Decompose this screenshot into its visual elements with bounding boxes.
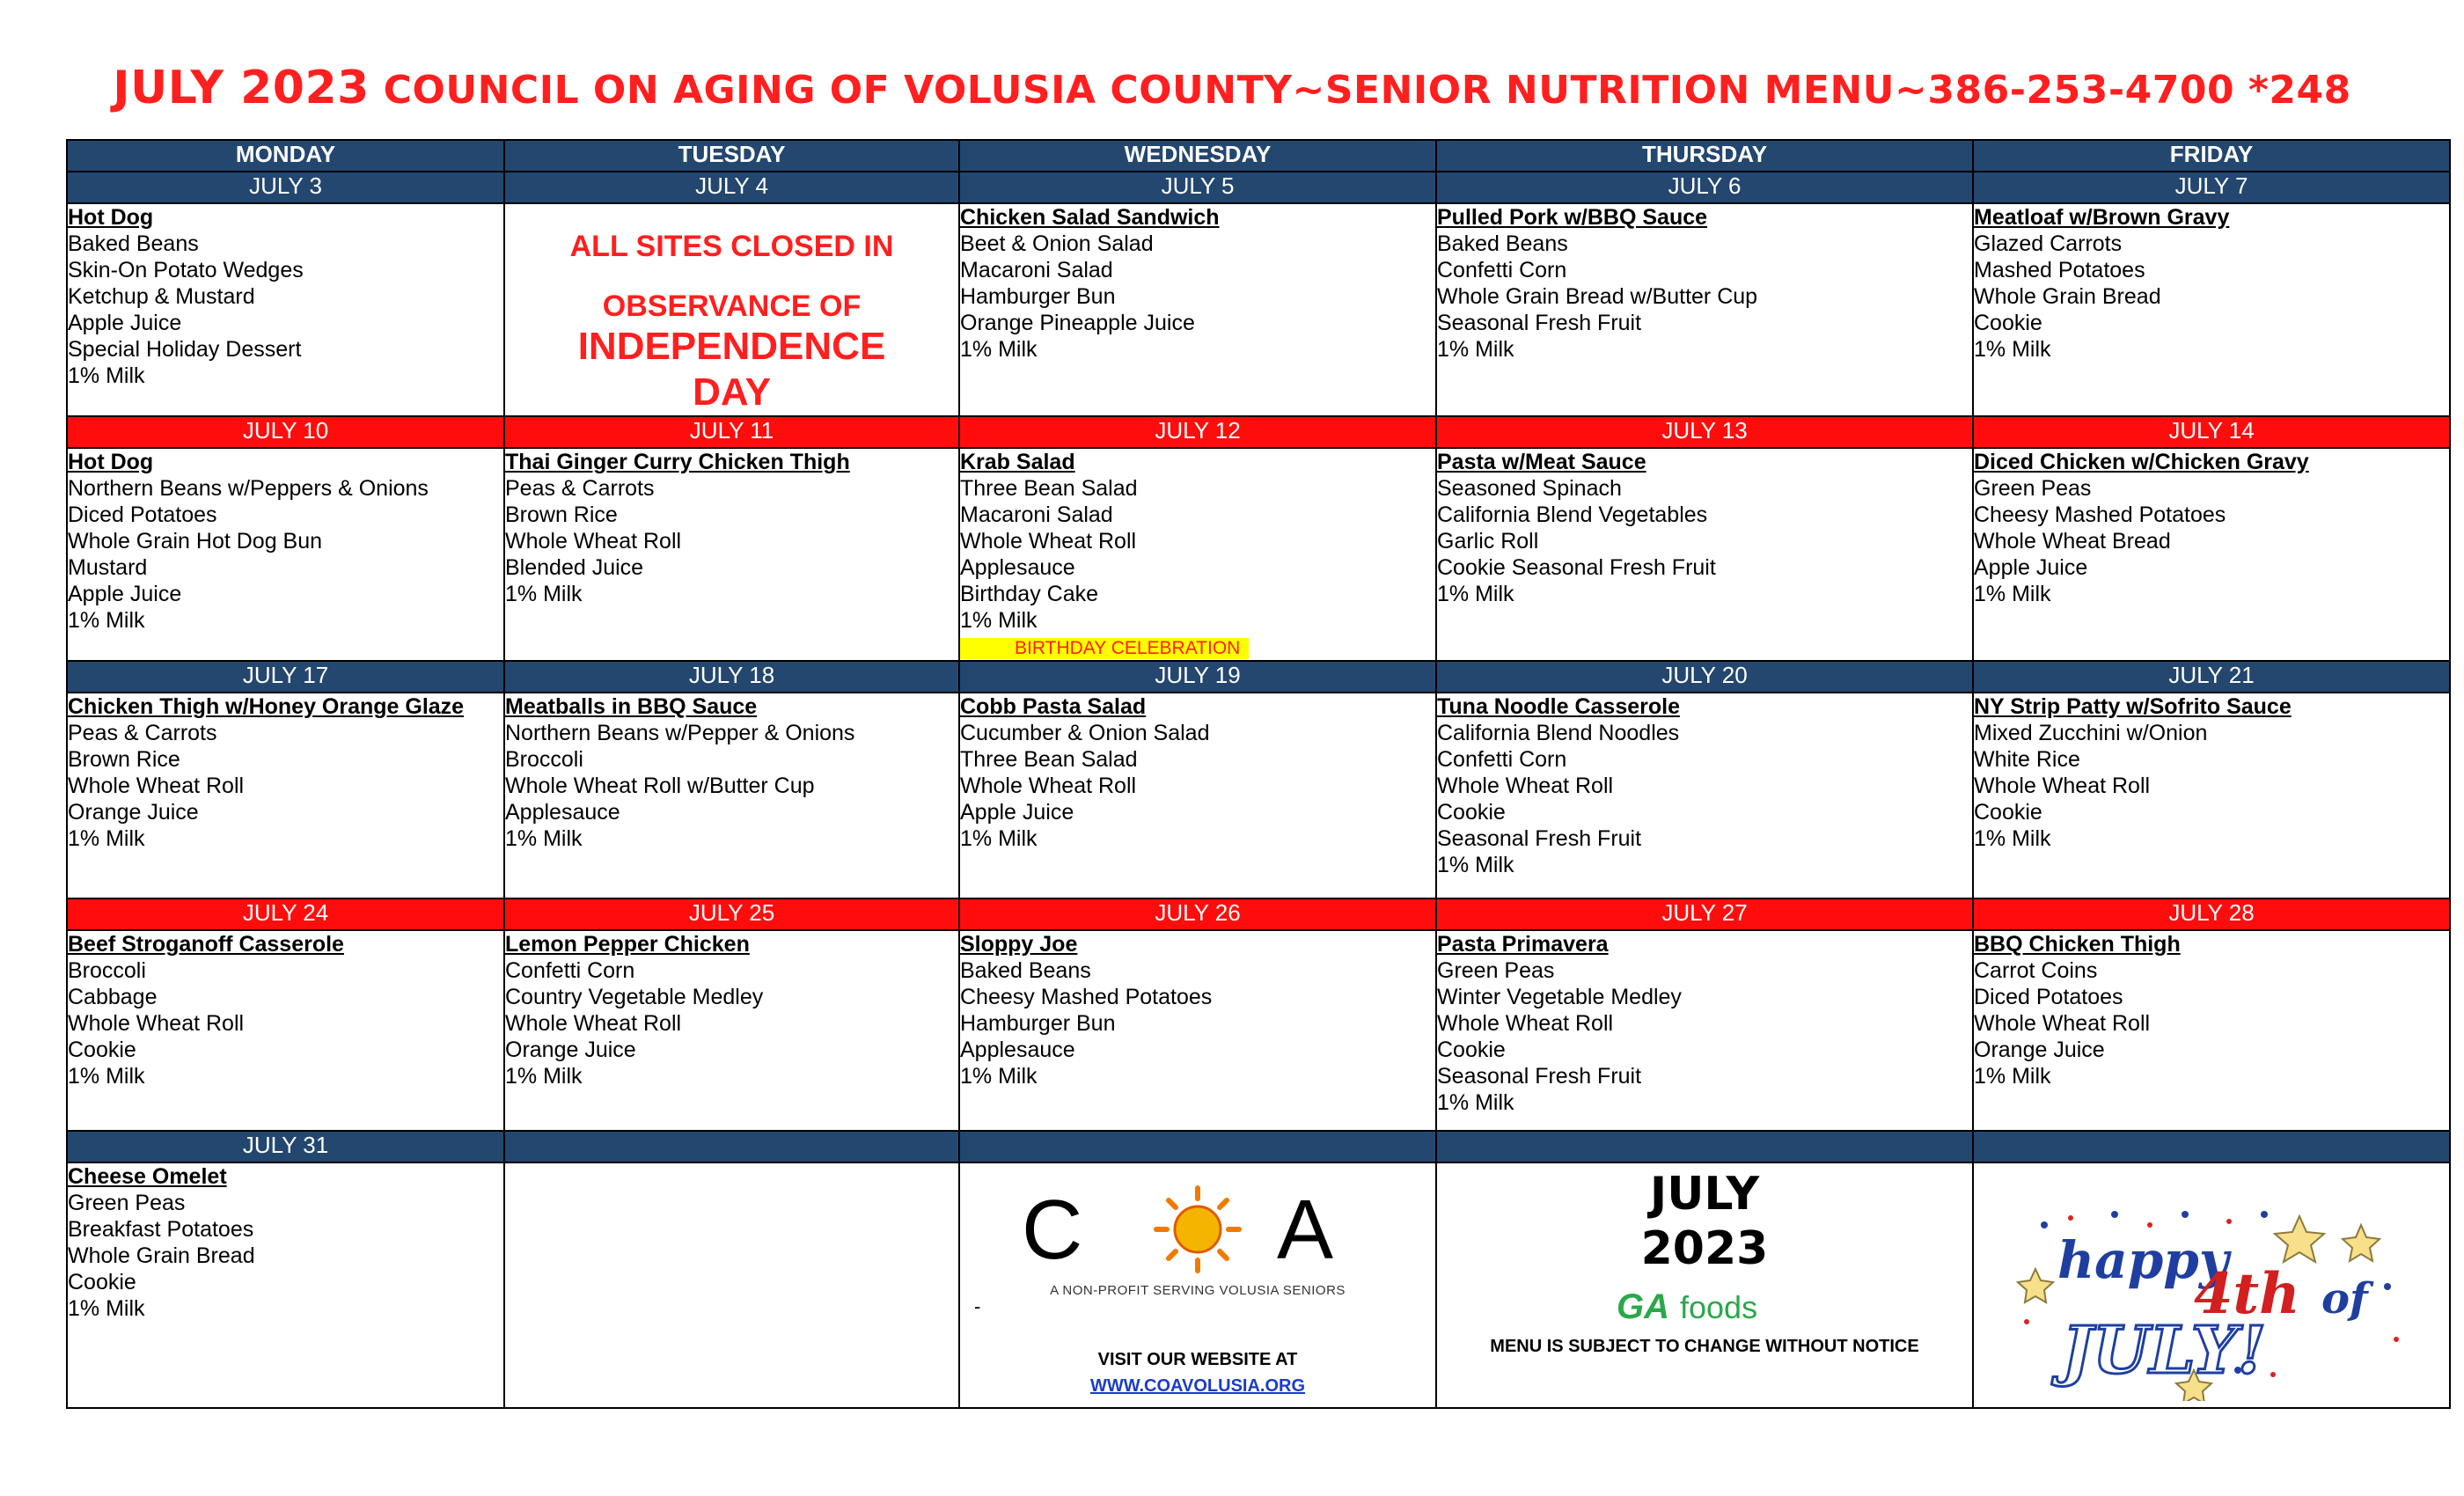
entree-name: Diced Chicken w/Chicken Gravy xyxy=(1974,450,2309,474)
menu-cell-tuesday xyxy=(504,203,959,416)
side-item: Baked Beans xyxy=(68,231,199,256)
menu-cell-tuesday xyxy=(504,930,959,1131)
side-item: Seasonal Fresh Fruit xyxy=(1437,311,1642,335)
day-header-wednesday: WEDNESDAY xyxy=(959,140,1436,172)
side-item: Whole Wheat Roll w/Butter Cup xyxy=(505,774,815,798)
side-item: California Blend Vegetables xyxy=(1437,502,1708,527)
side-item: Cookie xyxy=(1437,1038,1506,1062)
side-item: Whole Wheat Roll xyxy=(68,774,245,798)
side-item: Baked Beans xyxy=(1437,231,1568,256)
side-item: 1% Milk xyxy=(505,1064,583,1089)
date-cell-wednesday: JULY 5 xyxy=(959,172,1436,203)
side-item: Macaroni Salad xyxy=(960,502,1113,527)
day-header-monday: MONDAY xyxy=(67,140,504,172)
side-item: Diced Potatoes xyxy=(68,502,217,527)
menu-cell-tuesday xyxy=(504,1162,959,1408)
entree-name: Chicken Salad Sandwich xyxy=(960,205,1220,230)
side-item: Whole Grain Bread xyxy=(68,1243,255,1268)
sun-icon xyxy=(1156,1188,1239,1271)
menu-cell-thursday xyxy=(1436,930,1973,1131)
side-item: Special Holiday Dessert xyxy=(68,337,302,362)
side-item: Brown Rice xyxy=(68,747,180,772)
side-item: Skin-On Potato Wedges xyxy=(68,258,304,282)
side-item: Orange Pineapple Juice xyxy=(960,311,1195,335)
july4-art-cell xyxy=(1973,1162,2450,1408)
date-cell-tuesday: JULY 25 xyxy=(504,898,959,930)
date-row xyxy=(67,898,2450,930)
date-cell-monday: JULY 3 xyxy=(67,172,504,203)
side-item: Brown Rice xyxy=(505,502,618,527)
month-label: JULY xyxy=(1649,1168,1760,1221)
stray-dash: - xyxy=(974,1295,981,1317)
side-item: Seasonal Fresh Fruit xyxy=(1437,826,1642,851)
date-cell-wednesday: JULY 12 xyxy=(959,416,1436,448)
entree-name: BBQ Chicken Thigh xyxy=(1974,932,2181,957)
side-item: Hamburger Bun xyxy=(960,1011,1116,1036)
side-item: Apple Juice xyxy=(68,311,182,335)
birthday-celebration-badge: BIRTHDAY CELEBRATION xyxy=(960,638,1249,659)
visit-website-label: VISIT OUR WEBSITE AT xyxy=(1097,1350,1298,1369)
side-item: Macaroni Salad xyxy=(960,258,1113,282)
side-item: Whole Wheat Roll xyxy=(505,1011,682,1036)
coa-logo xyxy=(1013,1181,1382,1278)
menu-cell-monday xyxy=(67,693,504,898)
happy-4th-of-july-art xyxy=(1974,1163,2449,1401)
side-item: Apple Juice xyxy=(1974,555,2088,580)
side-item: Cookie xyxy=(68,1270,136,1294)
entree-name: Hot Dog xyxy=(68,450,154,474)
page-title xyxy=(0,62,2464,114)
side-item: Whole Wheat Roll xyxy=(505,529,682,554)
date-cell-thursday: JULY 27 xyxy=(1436,898,1973,930)
side-item: Garlic Roll xyxy=(1437,529,1539,554)
side-item: Cookie xyxy=(1974,311,2042,335)
date-cell-wednesday: JULY 26 xyxy=(959,898,1436,930)
side-item: Three Bean Salad xyxy=(960,476,1138,501)
coa-logo-a: A xyxy=(1277,1183,1334,1277)
side-item: Green Peas xyxy=(1437,958,1555,983)
date-row xyxy=(67,661,2450,693)
menu-calendar xyxy=(66,139,2451,1409)
date-cell-friday: JULY 14 xyxy=(1973,416,2450,448)
entree-name: Pasta Primavera xyxy=(1437,932,1609,957)
date-cell-tuesday: JULY 11 xyxy=(504,416,959,448)
side-item: 1% Milk xyxy=(68,826,145,851)
entree-name: Thai Ginger Curry Chicken Thigh xyxy=(505,450,850,474)
side-item: Beet & Onion Salad xyxy=(960,231,1154,256)
side-item: Broccoli xyxy=(68,958,146,983)
day-header-thursday: THURSDAY xyxy=(1436,140,1973,172)
date-cell-thursday: JULY 13 xyxy=(1436,416,1973,448)
date-cell-monday: JULY 24 xyxy=(67,898,504,930)
menu-cell-thursday xyxy=(1436,693,1973,898)
date-cell-thursday xyxy=(1436,1131,1973,1162)
side-item: 1% Milk xyxy=(1437,1090,1514,1115)
menu-cell-friday xyxy=(1973,930,2450,1131)
entree-name: Pasta w/Meat Sauce xyxy=(1437,450,1646,474)
date-row xyxy=(67,172,2450,203)
date-cell-monday: JULY 31 xyxy=(67,1131,504,1162)
side-item: 1% Milk xyxy=(1974,337,2051,362)
side-item: Country Vegetable Medley xyxy=(505,985,764,1009)
date-cell-tuesday xyxy=(504,1131,959,1162)
title-month: JULY 2023 xyxy=(113,62,370,114)
side-item: Applesauce xyxy=(505,800,620,825)
menu-row xyxy=(67,1162,2450,1408)
date-cell-wednesday: JULY 19 xyxy=(959,661,1436,693)
entree-name: Meatloaf w/Brown Gravy xyxy=(1974,205,2230,230)
side-item: California Blend Noodles xyxy=(1437,721,1680,745)
side-item: 1% Milk xyxy=(68,1296,145,1321)
side-item: Whole Grain Hot Dog Bun xyxy=(68,529,323,554)
side-item: Green Peas xyxy=(1974,476,2092,501)
date-cell-tuesday: JULY 18 xyxy=(504,661,959,693)
side-item: Hamburger Bun xyxy=(960,284,1116,309)
day-header-friday: FRIDAY xyxy=(1973,140,2450,172)
side-item: Whole Wheat Bread xyxy=(1974,529,2171,554)
side-item: Orange Juice xyxy=(505,1038,636,1062)
entree-name: Cobb Pasta Salad xyxy=(960,694,1147,719)
side-item: Breakfast Potatoes xyxy=(68,1217,254,1242)
side-item: Whole Wheat Roll xyxy=(960,529,1137,554)
side-item: Peas & Carrots xyxy=(505,476,655,501)
side-item: Whole Wheat Roll xyxy=(68,1011,245,1036)
closure-notice xyxy=(505,229,958,415)
side-item: Applesauce xyxy=(960,1038,1075,1062)
side-item: 1% Milk xyxy=(1974,826,2051,851)
side-item: Seasoned Spinach xyxy=(1437,476,1622,501)
side-item: Whole Wheat Roll xyxy=(1437,1011,1614,1036)
holiday-name: INDEPENDENCE xyxy=(577,325,886,368)
entree-name: Krab Salad xyxy=(960,450,1075,474)
holiday-name: DAY xyxy=(693,370,771,414)
menu-cell-monday xyxy=(67,930,504,1131)
side-item: Whole Wheat Roll xyxy=(960,774,1137,798)
menu-cell-thursday xyxy=(1436,203,1973,416)
side-item: 1% Milk xyxy=(960,826,1038,851)
entree-name: Pulled Pork w/BBQ Sauce xyxy=(1437,205,1708,230)
menu-change-notice: MENU IS SUBJECT TO CHANGE WITHOUT NOTICE xyxy=(1490,1337,1919,1356)
side-item: Green Peas xyxy=(68,1191,186,1215)
menu-cell-tuesday xyxy=(504,448,959,661)
menu-cell-wednesday xyxy=(959,930,1436,1131)
side-item: 1% Milk xyxy=(1437,337,1514,362)
side-item: Cookie xyxy=(1974,800,2042,825)
side-item: Northern Beans w/Peppers & Onions xyxy=(68,476,429,501)
ga-foods-logo xyxy=(1617,1285,1793,1325)
side-item: Baked Beans xyxy=(960,958,1091,983)
side-item: Seasonal Fresh Fruit xyxy=(1437,1064,1642,1089)
closure-line: OBSERVANCE OF xyxy=(602,290,862,323)
side-item: Applesauce xyxy=(960,555,1075,580)
side-item: Ketchup & Mustard xyxy=(68,284,255,309)
date-cell-friday: JULY 28 xyxy=(1973,898,2450,930)
side-item: Northern Beans w/Pepper & Onions xyxy=(505,721,855,745)
coa-info-cell xyxy=(959,1162,1436,1408)
date-cell-friday xyxy=(1973,1131,2450,1162)
menu-row xyxy=(67,448,2450,661)
side-item: Glazed Carrots xyxy=(1974,231,2123,256)
entree-name: Beef Stroganoff Casserole xyxy=(68,932,344,957)
menu-cell-friday xyxy=(1973,203,2450,416)
side-item: Cheesy Mashed Potatoes xyxy=(960,985,1213,1009)
side-item: Diced Potatoes xyxy=(1974,985,2123,1009)
date-cell-monday: JULY 10 xyxy=(67,416,504,448)
entree-name: Tuna Noodle Casserole xyxy=(1437,694,1680,719)
menu-cell-wednesday xyxy=(959,448,1436,661)
closure-line: ALL SITES CLOSED IN xyxy=(569,230,894,263)
side-item: Apple Juice xyxy=(68,582,182,606)
weekday-header-row xyxy=(67,140,2450,172)
side-item: Whole Grain Bread xyxy=(1974,284,2161,309)
side-item: Cookie Seasonal Fresh Fruit xyxy=(1437,555,1716,580)
side-item: Mixed Zucchini w/Onion xyxy=(1974,721,2208,745)
art-happy: happy xyxy=(2057,1230,2229,1290)
month-info-cell xyxy=(1436,1162,1973,1408)
side-item: Mustard xyxy=(68,555,148,580)
side-item: Blended Juice xyxy=(505,555,644,580)
website-link[interactable]: WWW.COAVOLUSIA.ORG xyxy=(1089,1376,1306,1396)
side-item: 1% Milk xyxy=(960,608,1038,633)
side-item: Cabbage xyxy=(68,985,158,1009)
title-org: COUNCIL ON AGING OF VOLUSIA COUNTY~SENIOR NUTRITION MENU~386-253-4700 *248 xyxy=(383,68,2351,113)
entree-name: Lemon Pepper Chicken xyxy=(505,932,750,957)
ga-logo-mark: GA xyxy=(1617,1287,1669,1325)
side-item: Birthday Cake xyxy=(960,582,1099,606)
side-item: White Rice xyxy=(1974,747,2080,772)
side-item: 1% Milk xyxy=(1974,582,2051,606)
art-of: of xyxy=(2321,1274,2368,1324)
entree-name: Chicken Thigh w/Honey Orange Glaze xyxy=(68,694,465,719)
date-cell-friday: JULY 21 xyxy=(1973,661,2450,693)
entree-name: Cheese Omelet xyxy=(68,1164,227,1189)
side-item: Whole Grain Bread w/Butter Cup xyxy=(1437,284,1758,309)
menu-cell-thursday xyxy=(1436,448,1973,661)
side-item: 1% Milk xyxy=(1437,582,1514,606)
menu-cell-monday xyxy=(67,448,504,661)
side-item: 1% Milk xyxy=(960,337,1038,362)
side-item: Cucumber & Onion Salad xyxy=(960,721,1210,745)
art-4th: 4th xyxy=(2194,1261,2300,1327)
menu-cell-wednesday xyxy=(959,693,1436,898)
side-item: Cheesy Mashed Potatoes xyxy=(1974,502,2226,527)
side-item: Cookie xyxy=(68,1038,136,1062)
entree-name: NY Strip Patty w/Sofrito Sauce xyxy=(1974,694,2292,719)
side-item: Whole Wheat Roll xyxy=(1974,774,2151,798)
date-row xyxy=(67,416,2450,448)
side-item: Peas & Carrots xyxy=(68,721,217,745)
side-item: Mashed Potatoes xyxy=(1974,258,2145,282)
side-item: Winter Vegetable Medley xyxy=(1437,985,1682,1009)
side-item: Confetti Corn xyxy=(505,958,635,983)
date-cell-thursday: JULY 20 xyxy=(1436,661,1973,693)
side-item: Apple Juice xyxy=(960,800,1074,825)
side-item: 1% Milk xyxy=(68,608,145,633)
menu-cell-friday xyxy=(1973,448,2450,661)
side-item: Whole Wheat Roll xyxy=(1437,774,1614,798)
side-item: Cookie xyxy=(1437,800,1506,825)
menu-cell-monday xyxy=(67,203,504,416)
art-july: JULY! xyxy=(2062,1313,2267,1389)
foods-logo-text: foods xyxy=(1680,1289,1758,1325)
side-item: 1% Milk xyxy=(505,826,583,851)
year-label: 2023 xyxy=(1640,1222,1769,1275)
date-cell-monday: JULY 17 xyxy=(67,661,504,693)
menu-cell-wednesday xyxy=(959,203,1436,416)
side-item: Orange Juice xyxy=(68,800,199,825)
side-item: 1% Milk xyxy=(505,582,583,606)
side-item: Whole Wheat Roll xyxy=(1974,1011,2151,1036)
coa-tagline: A NON-PROFIT SERVING VOLUSIA SENIORS xyxy=(1050,1283,1346,1298)
side-item: 1% Milk xyxy=(68,1064,145,1089)
side-item: Broccoli xyxy=(505,747,583,772)
coa-logo-c: C xyxy=(1022,1183,1083,1277)
side-item: Confetti Corn xyxy=(1437,258,1567,282)
day-header-tuesday: TUESDAY xyxy=(504,140,959,172)
menu-row xyxy=(67,693,2450,898)
side-item: 1% Milk xyxy=(1974,1064,2051,1089)
date-cell-friday: JULY 7 xyxy=(1973,172,2450,203)
side-item: Confetti Corn xyxy=(1437,747,1567,772)
side-item: Three Bean Salad xyxy=(960,747,1138,772)
entree-name: Meatballs in BBQ Sauce xyxy=(505,694,758,719)
menu-cell-friday xyxy=(1973,693,2450,898)
side-item: Carrot Coins xyxy=(1974,958,2098,983)
side-item: 1% Milk xyxy=(68,363,145,388)
side-item: 1% Milk xyxy=(1437,853,1514,877)
menu-row xyxy=(67,930,2450,1131)
side-item: 1% Milk xyxy=(960,1064,1038,1089)
date-cell-tuesday: JULY 4 xyxy=(504,172,959,203)
entree-name: Sloppy Joe xyxy=(960,932,1078,957)
menu-cell-tuesday xyxy=(504,693,959,898)
menu-cell-monday xyxy=(67,1162,504,1408)
date-cell-thursday: JULY 6 xyxy=(1436,172,1973,203)
menu-row xyxy=(67,203,2450,416)
date-row xyxy=(67,1131,2450,1162)
side-item: Orange Juice xyxy=(1974,1038,2105,1062)
entree-name: Hot Dog xyxy=(68,205,154,230)
date-cell-wednesday xyxy=(959,1131,1436,1162)
